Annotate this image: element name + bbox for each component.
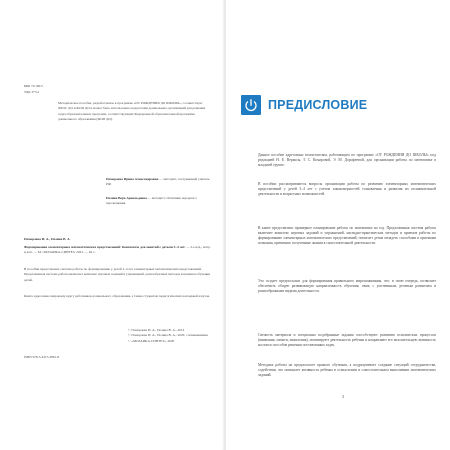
- preface-paragraph: Это создает предпосылки для формирования правильного миропонимания, что, в свою очередь, позволяет обеспечить общую развивающую направленность обучения, связь с умственным, речевым развитием и разнообразными видами деятельности.: [258, 279, 436, 294]
- preface-heading: ПРЕДИСЛОВИЕ: [268, 98, 368, 112]
- copyright-block: [128, 328, 218, 344]
- power-icon: [241, 95, 261, 115]
- author-2-name: Позина Вера Арнольдовна: [106, 196, 147, 200]
- author-2-desc: — методист, Отличник народного просвещения.: [106, 196, 197, 206]
- preface-paragraph: Данное пособие адресовано воспитателям, работающим по программе «ОТ РОЖДЕНИЯ ДО ШКОЛЫ» под редакцией Н. Е. Вераксы, Т. С. Комаровой, Э. М. Дорофеевой, для организации работы по математике в младшей группе.: [258, 153, 436, 168]
- author-2: [106, 196, 210, 207]
- copyright-line-3: © «МОЗАИКА-СИНТЕЗ», 2020: [128, 338, 175, 343]
- authors-short: Помораева И. А., Позина В. А.: [24, 237, 71, 241]
- book-title-text: Формирование элементарных математических представлений: Конспекты для занятий с детьми 3–4 лет.: [24, 245, 186, 249]
- author-1-name: Помораева Ирина Александровна: [106, 177, 159, 181]
- book-details: — 2-е изд., испр. и доп. — М.: МОЗАИКА-СИНТЕЗ, 2023. — 64 с.: [24, 245, 211, 255]
- preface-paragraph: В книге представлено примерное планирование работы по математике на год. Предложенная система работы включает комплекс игровых заданий и упражнений, наглядно-практических методов и приемов работы по формированию элементарных математических представлений; помогает детям овладеть способами и приемами познания, применять полученные знания в самостоятельной деятельности.: [258, 226, 436, 246]
- preface-paragraph: В пособии рассматриваются вопросы организации работы по развитию элементарных математических представлений у детей 3–4 лет с учетом закономерностей становления и развития их познавательной деятельности и возрастных возможностей.: [258, 182, 436, 197]
- isbn: ISBN 978-5-4315-3861-8: [24, 355, 60, 359]
- udk-code: УДК 373.2: [24, 90, 40, 94]
- author-1: [106, 177, 210, 188]
- page-number: 3: [342, 394, 345, 399]
- book-title: [24, 245, 212, 256]
- preface-paragraph: Методика работы не предполагает прямого обучения, а подразумевает создание ситуаций сотрудничества, содействия, что повышает активность ребенка в осмыслении и самостоятельном выполнении математических заданий.: [258, 363, 436, 378]
- annotation: В пособии представлена система работы по формированию у детей 3–4 лет элементарных математических представлений. Предложенная система работы включает комплекс игровых заданий и упражнений, разнообразных методов и приемов обучения детей.: [24, 267, 210, 282]
- methodology-note: Методическое пособие, разработанное в программе «ОТ РОЖДЕНИЯ ДО ШКОЛЫ», соответствует ФГОС ДО и ФОП ДО и может быть использовано педагогами дошкольных организаций для решения задач образовательных программ, соответствующих Федеральной образовательной программе дошкольного образования (ФОП ДО).: [58, 101, 206, 121]
- right-page: [226, 0, 450, 450]
- bbk-code: ББК 74.100.5: [24, 84, 43, 88]
- author-1-desc: — методист, заслуженный учитель РФ;: [106, 177, 210, 187]
- preface-paragraph: Свежесть материала и специально подобранные задания способствуют развитию психических процессов (внимания, памяти, мышления), мотивируют деятельность ребенка и направляют его мыслительную активность на поиск способов решения поставленных задач.: [258, 333, 436, 348]
- copyright-line-2: © Помораева И. А., Позина В. А., 2020, с изменениями: [128, 333, 208, 338]
- left-page: [0, 0, 224, 450]
- copyright-line-1: © Помораева И. А., Позина В. А., 2014: [128, 328, 185, 332]
- audience-note: Книга адресована широкому кругу работников дошкольного образования, а также студентам педагогических колледжей и вузов.: [24, 294, 210, 298]
